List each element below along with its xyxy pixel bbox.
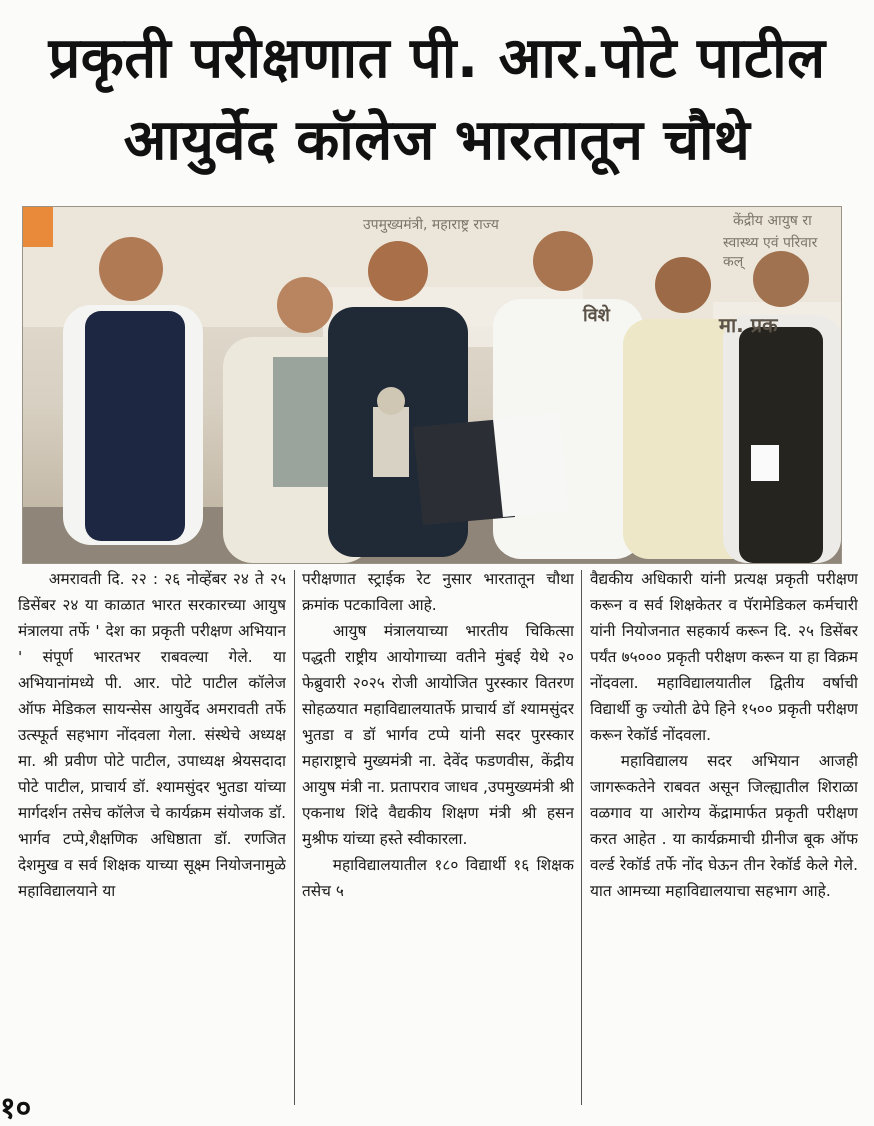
news-photo (22, 206, 842, 564)
headline (0, 18, 874, 182)
paragraph: वैद्यकीय अधिकारी यांनी प्रत्यक्ष प्रकृती परीक्षण करून व सर्व शिक्षकेतर व पॅरामेडिकल कर्मचारी यांनी नियोजनात सहकार्य करून दि. २५ डिसेंबर पर्यंत ७५००० प्रकृती परीक्षण करून या हा विक्रम नोंदवला. महाविद्यालयातील द्वितीय वर्षाची विद्यार्थी कु ज्योती ढेपे हिने १५०० प्रकृती परीक्षण करून रेकॉर्ड नोंदवला. (590, 570, 858, 744)
backdrop-caption-2: केंद्रीय आयुष रा (733, 213, 812, 229)
backdrop-caption-1: उपमुख्यमंत्री, महाराष्ट्र राज्य (363, 217, 499, 233)
headline-line-1: प्रकृती परीक्षणात पी. आर.पोटे पाटील (48, 26, 826, 91)
page-number: १० (0, 1091, 32, 1126)
article-column-1 (18, 566, 286, 1111)
backdrop-caption-5: मा. प्रक (719, 313, 778, 337)
paragraph: परीक्षणात स्ट्राईक रेट नुसार भारतातून चौथा क्रमांक पटकाविला आहे. (302, 570, 574, 614)
article-column-2 (302, 566, 574, 1111)
paragraph: आयुष मंत्रालयाच्या भारतीय चिकित्सा पद्धती राष्ट्रीय आयोगाच्या वतीने मुंबई येथे २० फेब्रुवारी २०२५ रोजी आयोजित पुरस्कार वितरण सोहळयात महाविद्यालयातर्फे प्राचार्य डॉ श्यामसुंदर भुतडा व डॉ भार्गव टप्पे यांनी सदर पुरस्कार महाराष्ट्राचे मुख्यमंत्री ना. देवेंद फडणवीस, केंद्रीय आयुष मंत्री ना. प्रतापराव जाधव ,उपमुख्यमंत्री श्री एकनाथ शिंदे वैद्यकीय शिक्षण मंत्री श्री हसन मुश्रीफ यांच्या हस्ते स्वीकारला. (302, 622, 574, 848)
headline-line-2: आयुर्वेद कॉलेज भारतातून चौथे (123, 108, 751, 173)
article-column-3 (590, 566, 858, 1111)
backdrop-caption-3: स्वास्थ्य एवं परिवार कल् (723, 235, 818, 270)
paragraph: महाविद्यालयातील १८० विद्यार्थी १६ शिक्षक तसेच ५ (302, 856, 574, 900)
column-divider (581, 570, 582, 1105)
column-divider (294, 570, 295, 1105)
article-body (18, 566, 858, 1111)
paragraph: महाविद्यालय सदर अभियान आजही जागरूकतेने राबवत असून जिल्ह्यातील शिराळा वळगाव या आरोग्य केंद्रामार्फत प्रकृती परीक्षण करत आहेत . या कार्यक्रमाची ग्रीनीज बूक ऑफ वर्ल्ड रेकॉर्ड तर्फे नोंद घेऊन तीन रेकॉर्ड केले गेले. यात आमच्या महाविद्यालयाचा सहभाग आहे. (590, 752, 858, 900)
award-ceremony-illustration (23, 207, 841, 563)
paragraph: अमरावती दि. २२ : २६ नोव्हेंबर २४ ते २५ डिसेंबर २४ या काळात भारत सरकारच्या आयुष मंत्रालया तर्फे ' देश का प्रकृती परीक्षण अभियान ' संपूर्ण भारतभर राबवल्या गेले. या अभियानांमध्ये पी. आर. पोटे पाटील कॉलेज ऑफ मेडिकल सायन्सेस आयुर्वेद अमरावती तर्फे उत्स्फूर्त सहभाग नोंदवला गेला. संस्थेचे अध्यक्ष मा. श्री प्रवीण पोटे पाटील, उपाध्यक्ष श्रेयसदादा पोटे पाटील, प्राचार्य डॉ. श्यामसुंदर भुतडा यांच्या मार्गदर्शन तसेच कॉलेज चे कार्यक्रम संयोजक डॉ. भार्गव टप्पे,शैक्षणिक अधिष्ठाता डॉ. रणजित देशमुख व सर्व शिक्षक याच्या सूक्ष्म नियोजनामुळे महाविद्यालयाने या (18, 570, 286, 900)
backdrop-caption-4: विशे (583, 305, 610, 326)
